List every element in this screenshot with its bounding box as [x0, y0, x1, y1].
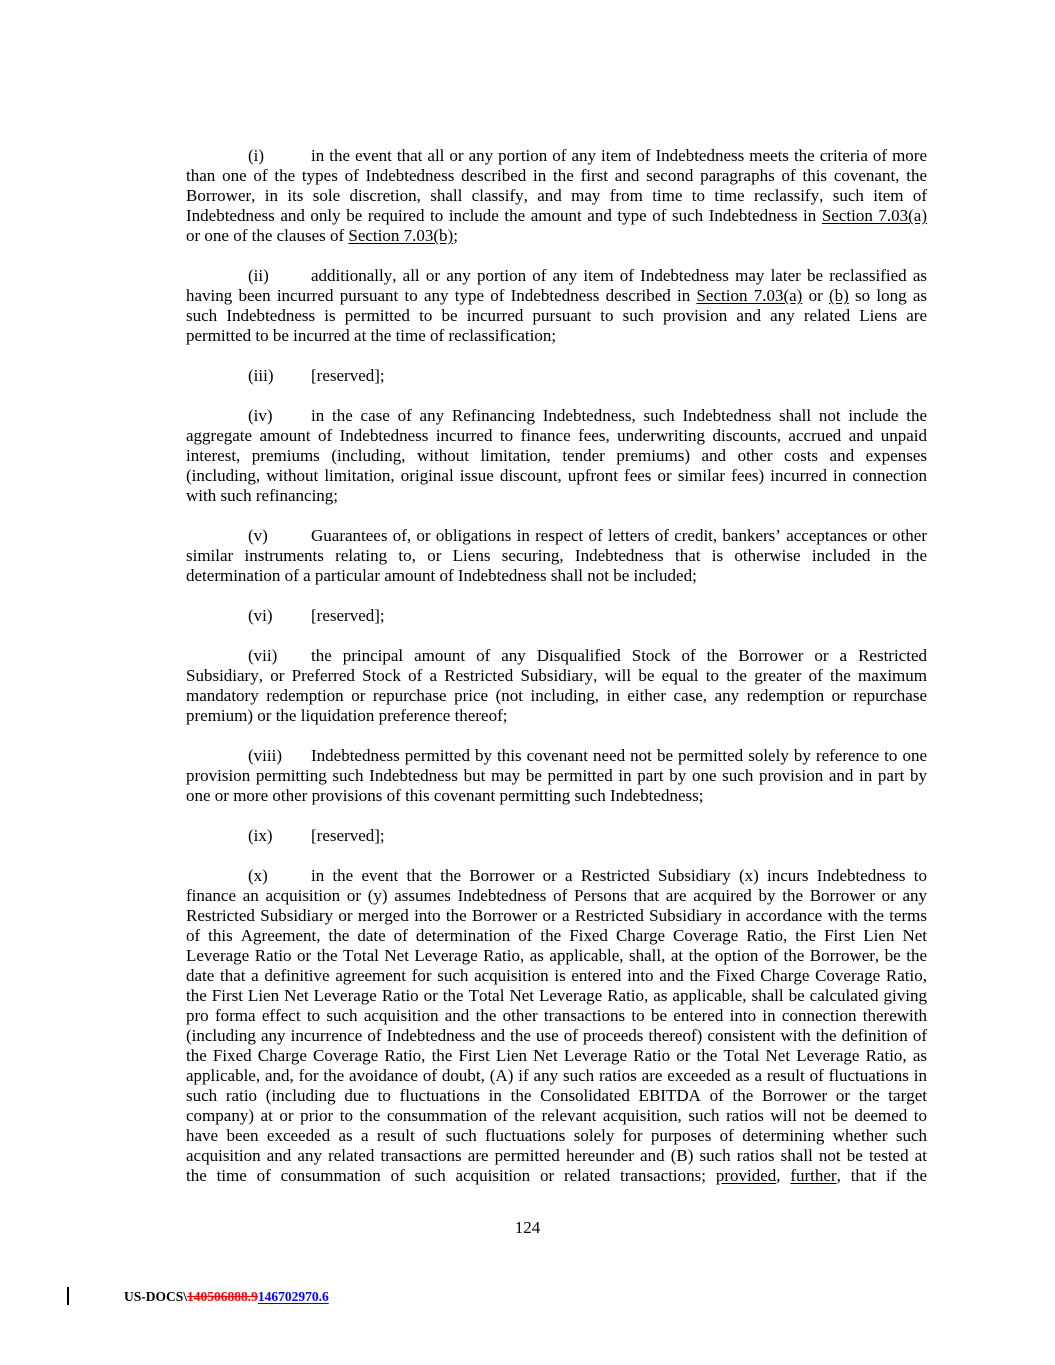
line-text: in the event that all or any portion of any item of Indebtedness meets the criteria of more: [311, 146, 927, 165]
text-line: [186, 1066, 927, 1086]
underlined-term: Section 7.03(a): [821, 206, 928, 225]
clause-vii: [186, 646, 927, 726]
text-line: [186, 526, 927, 546]
text-line: [186, 1126, 927, 1146]
line-text: provision permitting such Indebtedness but may be permitted in part by one such provision and in part by: [186, 766, 927, 785]
clause-iv: [186, 406, 927, 506]
page-number: 124: [514, 1218, 541, 1237]
line-text: Indebtedness and only be required to include the amount and type of such Indebtedness in: [186, 206, 822, 225]
line-text: such Indebtedness is permitted to be incurred pursuant to such provision and any related Liens are: [186, 306, 927, 325]
line-text: acquisition and any related transactions are permitted hereunder and (B) such ratios shall not be tested at: [186, 1146, 927, 1165]
line-text: permitted to be incurred at the time of reclassification;: [186, 326, 557, 345]
text-line: [186, 266, 927, 286]
line-text: the Fixed Charge Coverage Ratio, the First Lien Net Leverage Ratio or the Total Net Leverage Ratio, as: [186, 1046, 927, 1065]
text-line: [186, 886, 927, 906]
text-line: [186, 546, 927, 566]
line-text: ;: [453, 226, 458, 245]
line-text: Leverage Ratio or the Total Net Leverage Ratio, as applicable, shall, at the option of the Borrower, be the: [186, 946, 927, 965]
text-line: [186, 966, 927, 986]
text-line: [186, 206, 927, 226]
line-text: company) at or prior to the consummation of the relevant acquisition, such ratios will not be deemed to: [186, 1106, 927, 1125]
line-text: such ratio (including due to fluctuations in the Consolidated EBITDA of the Borrower or the target: [186, 1086, 927, 1105]
line-text: the time of consummation of such acquisition or related transactions;: [186, 1166, 716, 1185]
underlined-term: provided: [715, 1166, 777, 1185]
text-line: [186, 786, 927, 806]
text-line: [186, 146, 927, 166]
text-line: [186, 426, 927, 446]
clause-v: [186, 526, 927, 586]
line-text: [reserved];: [311, 366, 385, 385]
line-text: , that if the: [836, 1166, 927, 1185]
line-text: or one of the clauses of: [186, 226, 349, 245]
text-line: [186, 906, 927, 926]
clause-ix: [186, 826, 927, 846]
text-line: [186, 446, 927, 466]
text-line: [186, 866, 927, 886]
underlined-term: further: [790, 1166, 837, 1185]
line-text: interest, premiums (including, without limitation, tender premiums) and other costs and expenses: [186, 446, 927, 465]
line-text: having been incurred pursuant to any type of Indebtedness described in: [186, 286, 697, 305]
line-text: date that a definitive agreement for such acquisition is entered into and the Fixed Charge Coverage Ratio,: [186, 966, 927, 985]
text-line: [186, 566, 927, 586]
line-text: determination of a particular amount of Indebtedness shall not be included;: [186, 566, 697, 585]
text-line: [186, 946, 927, 966]
line-text: or: [802, 286, 829, 305]
text-line: [186, 826, 927, 846]
line-text: have been exceeded as a result of such fluctuations solely for purposes of determining whether such: [186, 1126, 927, 1145]
line-text: additionally, all or any portion of any item of Indebtedness may later be reclassified as: [311, 266, 927, 285]
clause-label: (ii): [248, 266, 269, 285]
revision-bar: [67, 1287, 69, 1305]
line-text: Borrower, in its sole discretion, shall classify, and may from time to time reclassify, such item of: [186, 186, 927, 205]
text-line: [186, 466, 927, 486]
line-text: with such refinancing;: [186, 486, 339, 505]
clause-label: (ix): [248, 826, 273, 845]
line-text: ,: [776, 1166, 791, 1185]
deleted-doc-id: 140506888.9: [187, 1289, 258, 1304]
line-text: in the case of any Refinancing Indebtedness, such Indebtedness shall not include the: [311, 406, 927, 425]
line-text: the First Lien Net Leverage Ratio or the Total Net Leverage Ratio, as applicable, shall be calculated giving: [186, 986, 927, 1005]
line-text: [reserved];: [311, 606, 385, 625]
text-line: [186, 926, 927, 946]
line-text: [reserved];: [311, 826, 385, 845]
line-text: finance an acquisition or (y) assumes Indebtedness of Persons that are acquired by the Borrower or any: [186, 886, 927, 905]
text-line: [186, 306, 927, 326]
text-line: [186, 1166, 927, 1186]
document-footer: [124, 1289, 329, 1305]
line-text: premium) or the liquidation preference thereof;: [186, 706, 508, 725]
text-line: [186, 486, 927, 506]
line-text: Indebtedness permitted by this covenant need not be permitted solely by reference to one: [311, 746, 927, 765]
text-line: [186, 706, 927, 726]
line-text: (including any incurrence of Indebtedness and the use of proceeds thereof) consistent with the definition of: [186, 1026, 927, 1045]
clause-label: (vi): [248, 606, 273, 625]
line-text: Guarantees of, or obligations in respect of letters of credit, bankers’ acceptances or other: [311, 526, 927, 545]
clause-iii: [186, 366, 927, 386]
text-line: [186, 286, 927, 306]
line-text: the principal amount of any Disqualified Stock of the Borrower or a Restricted: [311, 646, 927, 665]
text-line: [186, 986, 927, 1006]
underlined-term: Section 7.03(b): [348, 226, 454, 245]
text-line: [186, 766, 927, 786]
line-text: (including, without limitation, original issue discount, upfront fees or similar fees) incurred in connection: [186, 466, 927, 485]
line-text: applicable, and, for the avoidance of doubt, (A) if any such ratios are exceeded as a result of fluctuations in: [186, 1066, 927, 1085]
text-line: [186, 1006, 927, 1026]
text-line: [186, 326, 927, 346]
underlined-term: (b): [828, 286, 849, 305]
clause-label: (viii): [248, 746, 282, 765]
text-line: [186, 226, 927, 246]
text-line: [186, 606, 927, 626]
text-line: [186, 646, 927, 666]
text-line: [186, 666, 927, 686]
text-line: [186, 186, 927, 206]
clause-i: [186, 146, 927, 246]
footer-prefix: US-DOCS\: [124, 1289, 188, 1304]
inserted-doc-id: 146702970.6: [257, 1289, 329, 1304]
text-line: [186, 1086, 927, 1106]
text-line: [186, 166, 927, 186]
clause-label: (iii): [248, 366, 274, 385]
text-line: [186, 1026, 927, 1046]
text-line: [186, 406, 927, 426]
line-text: Subsidiary, or Preferred Stock of a Restricted Subsidiary, will be equal to the greater of the maximum: [186, 666, 927, 685]
text-line: [186, 1046, 927, 1066]
line-text: Restricted Subsidiary or merged into the Borrower or a Restricted Subsidiary in accordance with the terms: [186, 906, 927, 925]
line-text: similar instruments relating to, or Liens securing, Indebtedness that is otherwise included in the: [186, 546, 927, 565]
line-text: mandatory redemption or repurchase price (not including, in either case, any redemption or repurchase: [186, 686, 927, 705]
clause-x: [186, 866, 927, 1186]
clause-label: (x): [248, 866, 268, 885]
document-body: [186, 146, 927, 1206]
text-line: [186, 366, 927, 386]
line-text: pro forma effect to such acquisition and the other transactions to be entered into in connection therewith: [186, 1006, 927, 1025]
text-line: [186, 686, 927, 706]
text-line: [186, 1146, 927, 1166]
text-line: [186, 746, 927, 766]
clause-label: (v): [248, 526, 268, 545]
line-text: one or more other provisions of this covenant permitting such Indebtedness;: [186, 786, 704, 805]
line-text: of this Agreement, the date of determination of the Fixed Charge Coverage Ratio, the First Lien Net: [186, 926, 927, 945]
line-text: in the event that the Borrower or a Restricted Subsidiary (x) incurs Indebtedness to: [311, 866, 927, 885]
line-text: so long as: [848, 286, 928, 305]
clause-label: (vii): [248, 646, 278, 665]
clause-ii: [186, 266, 927, 346]
line-text: aggregate amount of Indebtedness incurred to finance fees, underwriting discounts, accrued and unpaid: [186, 426, 927, 445]
underlined-term: Section 7.03(a): [696, 286, 803, 305]
clause-vi: [186, 606, 927, 626]
text-line: [186, 1106, 927, 1126]
clause-label: (iv): [248, 406, 273, 425]
line-text: than one of the types of Indebtedness described in the first and second paragraphs of this covenant, the: [186, 166, 927, 185]
clause-label: (i): [248, 146, 265, 165]
clause-viii: [186, 746, 927, 806]
